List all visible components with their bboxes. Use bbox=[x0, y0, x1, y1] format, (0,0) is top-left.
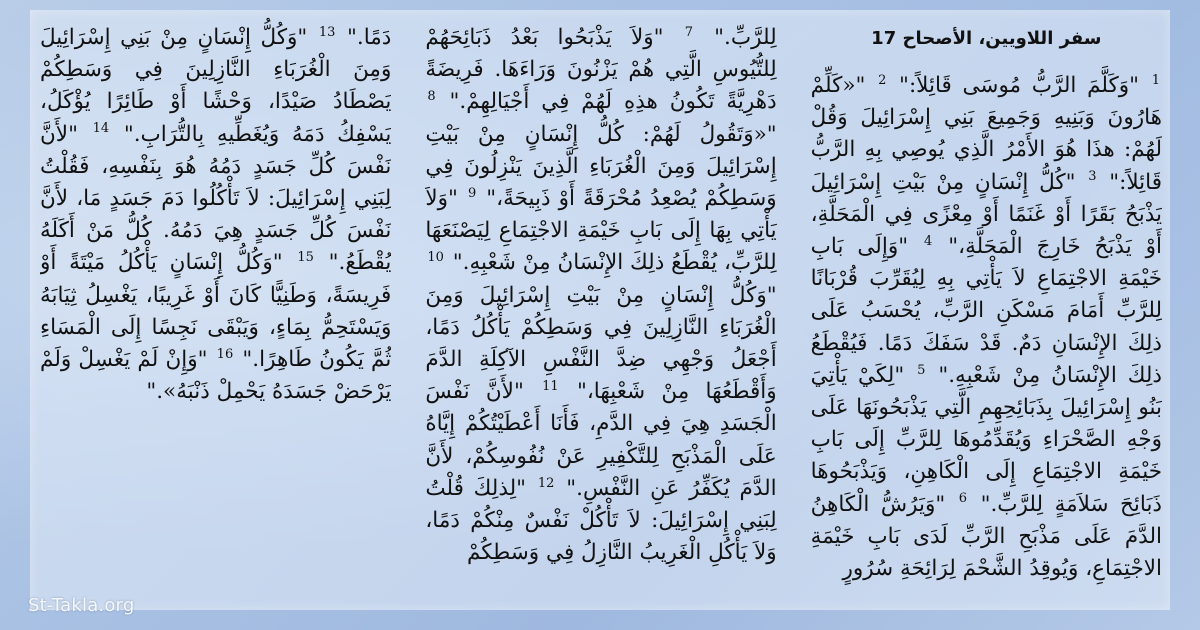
verse-text: "وَيَرُشُّ الْكَاهِنُ الدَّمَ عَلَى مَذْبَحِ الرَّبِّ لَدَى بَابِ خَيْمَةِ الاجْتِمَاعِ، وَيُوقِدُ الشَّحْمَ لِرَائِحَةِ سُرُورٍ bbox=[810, 491, 1162, 582]
chapter-title: سفر اللاويين، الأصحاح 17 bbox=[871, 28, 1102, 49]
verse-text: "وَكَلَّمَ الرَّبُّ مُوسَى قَائِلاً:" bbox=[888, 73, 1150, 98]
verse-text: "وَكُلُّ إِنْسَانٍ مِنْ بَنِي إِسْرَائِيلَ وَمِنَ الْغُرَبَاءِ النَّازِلِينَ فِي وَسَطِكُمْ يَصْطَادُ صَيْدًا، وَحْشًا أَوْ طَائِرًا يُؤْكَلُ، يَسْفِكُ دَمَهُ وَيُغَطِّيهِ بِالتُّرَابِ." bbox=[40, 25, 392, 147]
verse-number: 8 bbox=[427, 89, 436, 105]
verse-number: 6 bbox=[958, 491, 968, 507]
verse-number: 11 bbox=[542, 379, 559, 395]
column-2-text bbox=[425, 22, 776, 569]
verse-number: 14 bbox=[92, 121, 110, 137]
verse-text: لِلرَّبِّ." bbox=[694, 25, 777, 50]
verse-text: "وَإِنْ لَمْ يَغْسِلْ وَلَمْ يَرْحَضْ جَسَدَهُ يَحْمِلْ ذَنْبَهُ»." bbox=[40, 347, 392, 405]
verse-number: 4 bbox=[924, 233, 933, 249]
verse-number: 2 bbox=[878, 72, 887, 88]
text-columns bbox=[40, 10, 1170, 600]
verse-text: "كُلُّ إِنْسَانٍ مِنْ بَيْتِ إِسْرَائِيلَ يَذْبَحُ بَقَرًا أَوْ غَنَمًا أَوْ مِعْزًى فِي الْمَحَلَّةِ، أَوْ يَذْبَحُ خَارِجَ الْمَحَلَّةِ،" bbox=[810, 169, 1162, 260]
verse-number: 7 bbox=[684, 24, 693, 40]
verse-number: 5 bbox=[917, 362, 926, 378]
verse-number: 12 bbox=[537, 475, 555, 491]
verse-text: "وَلاَ يَأْتِي بِهَا إِلَى بَابِ خَيْمَةِ الاجْتِمَاعِ لِيَصْنَعَهَا لِلرَّبِّ، يُقْطَعُ ذلِكَ الإِنْسَانُ مِنْ شَعْبِهِ." bbox=[425, 186, 777, 276]
verse-text: "لِذلِكَ قُلْتُ لِبَنِي إِسْرَائِيلَ: لاَ تَأْكُلْ نَفْسٌ مِنْكُمْ دَمًا، وَلاَ يَأْكُلِ الْغَرِيبُ النَّازِلُ فِي وَسَطِكُمْ bbox=[425, 475, 777, 566]
verse-text: "وَكُلُّ إِنْسَانٍ يَأْكُلُ مَيْتَةً أَوْ فَرِيسَةً، وَطَنِيًّا كَانَ أَوْ غَرِيبًا، يَغْسِلُ ثِيَابَهُ وَيَسْتَحِمُّ بِمَاءٍ، وَيَبْقَى نَجِسًا إِلَى الْمَسَاءِ ثُمَّ يَكُونُ طَاهِرًا." bbox=[40, 250, 392, 373]
verse-number: 15 bbox=[297, 250, 314, 266]
column-2 bbox=[425, 10, 776, 612]
verse-text: "لِكَيْ يَأْتِيَ بَنُو إِسْرَائِيلَ بِذَبَائِحِهِمِ الَّتِي يَذْبَحُونَهَا عَلَى وَجْهِ الصَّحْرَاءِ وَيُقَدِّمُوهَا لِلرَّبِّ إِلَى بَابِ خَيْمَةِ الاجْتِمَاعِ إِلَى الْكَاهِنِ، وَيَذْبَحُوهَا ذَبَائِحَ سَلاَمَةٍ لِلرَّبِّ." bbox=[810, 362, 1162, 517]
verse-number: 1 bbox=[1151, 72, 1160, 88]
verse-text: "وَكُلُّ إِنْسَانٍ مِنْ بَيْتِ إِسْرَائِيلَ وَمِنَ الْغُرَبَاءِ النَّازِلِينَ فِي وَسَطِكُمْ يَأْكُلُ دَمًا، أَجْعَلُ وَجْهِي ضِدَّ النَّفْسِ الآكِلَةِ الدَّمَ وَأَقْطَعُهَا مِنْ شَعْبِهَا،" bbox=[425, 282, 777, 405]
verse-text: "وَإِلَى بَابِ خَيْمَةِ الاجْتِمَاعِ لاَ يَأْتِي بِهِ لِيُقَرِّبَ قُرْبَانًا لِلرَّبِّ أَمَامَ مَسْكَنِ الرَّبِّ، يُحْسَبُ عَلَى ذلِكَ الإِنْسَانِ دَمٌ. قَدْ سَفَكَ دَمًا. فَيُقْطَعُ ذلِكَ الإِنْسَانُ مِنْ شَعْبِهِ." bbox=[810, 234, 1162, 388]
site-watermark: St-Takla.org bbox=[28, 595, 135, 616]
verse-text: "«وَتَقُولُ لَهُمْ: كُلُّ إِنْسَانٍ مِنْ بَيْتِ إِسْرَائِيلَ وَمِنَ الْغُرَبَاءِ الَّذِينَ يَنْزِلُونَ فِي وَسَطِكُمْ يُصْعِدُ مُحْرَقَةً أَوْ ذَبِيحَةً،" bbox=[425, 121, 777, 212]
verse-text: "وَلاَ يَذْبَحُوا بَعْدُ ذَبَائِحَهُمْ لِلتُّيُوسِ الَّتِي هُمْ يَزْنُونَ وَرَاءَهَا. فَرِيضَةً دَهْرِيَّةً تَكُونُ هذِهِ لَهُمْ فِي أَجْيَالِهِمْ." bbox=[425, 25, 777, 115]
verse-number: 9 bbox=[467, 185, 477, 201]
verse-number: 16 bbox=[216, 346, 234, 362]
verse-number: 13 bbox=[318, 24, 336, 40]
column-3 bbox=[40, 10, 391, 612]
verse-text: "لأَنَّ نَفْسَ كُلِّ جَسَدٍ دَمُهُ هُوَ بِنَفْسِهِ، فَقُلْتُ لِبَنِي إِسْرَائِيلَ: لاَ تَأْكُلُوا دَمَ جَسَدٍ مَا، لأَنَّ نَفْسَ كُلِّ جَسَدٍ هِيَ دَمُهُ. كُلُّ مَنْ أَكَلَهُ يُقْطَعُ." bbox=[40, 121, 392, 276]
column-1 bbox=[811, 10, 1162, 600]
verse-text: "«كَلِّمْ هَارُونَ وَبَنِيهِ وَجَمِيعَ بَنِي إِسْرَائِيلَ وَقُلْ لَهُمْ: هذَا هُوَ الأَمْرُ الَّذِي يُوصِي بِهِ الرَّبُّ قَائِلاً:" bbox=[810, 73, 1162, 195]
verse-text: "لأَنَّ نَفْسَ الْجَسَدِ هِيَ فِي الدَّمِ، فَأَنَا أَعْطَيْتُكُمْ إِيَّاهُ عَلَى الْمَذْبَحِ لِلتَّكْفِيرِ عَنْ نُفُوسِكُمْ، لأَنَّ الدَّمَ يُكَفِّرُ عَنِ النَّفْسِ." bbox=[425, 379, 777, 501]
verse-text: دَمًا." bbox=[337, 25, 392, 50]
column-3-text bbox=[40, 22, 391, 408]
column-1-text bbox=[811, 70, 1162, 585]
verse-number: 10 bbox=[427, 250, 444, 266]
verse-number: 3 bbox=[1088, 169, 1097, 185]
